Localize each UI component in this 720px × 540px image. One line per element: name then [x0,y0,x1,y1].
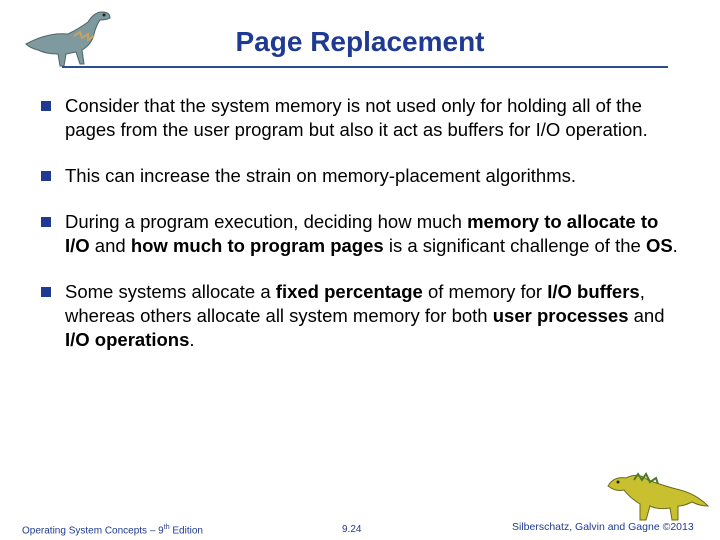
bullet-bold-text: memory to allocate to I/O [65,211,659,256]
bullet-text: , whereas others allocate all system memory for both [65,281,645,326]
bullet-bold-text: how much to program pages [130,235,384,256]
dinosaur-icon [604,466,714,522]
bullet-text: and [89,235,131,256]
bullet-list [40,94,680,374]
bullet-text: During a program execution, deciding how much [65,211,468,232]
bullet-bold-text: fixed percentage [275,281,423,302]
bullet-bold-text: user processes [492,305,629,326]
footer-book-title [22,524,203,536]
bullet-text: . [672,235,678,256]
bullet-bold-text: I/O buffers [547,281,640,302]
bullet-item [40,280,680,352]
bullet-text: Some systems allocate a [65,281,276,302]
bullet-text: and [628,305,665,326]
bullet-text: This can increase the strain on memory-placement algorithms. [65,165,577,186]
bullet-item [40,164,680,188]
bullet-text: is a significant challenge of the [383,235,646,256]
bullet-bold-text: I/O operations [65,329,190,350]
footer-copyright: Silberschatz, Galvin and Gagne ©2013 [512,521,694,533]
slide-number: 9.24 [342,524,362,535]
bullet-item [40,94,680,142]
footer [0,519,720,540]
bullet-square-icon [41,101,51,111]
title-divider [62,66,668,68]
footer-book-suffix: Edition [169,525,203,537]
footer-edition-sup: th [163,524,170,531]
bullet-square-icon [41,217,51,227]
bullet-item [40,210,680,258]
bullet-square-icon [41,287,51,297]
slide-title: Page Replacement [235,26,485,57]
bullet-square-icon [41,171,51,181]
bullet-text: Consider that the system memory is not used only for holding all of the pages from the user program but also it act as buffers for I/O operation. [65,95,648,140]
bullet-bold-text: OS [645,235,673,256]
footer-book-prefix: Operating System Concepts – 9 [22,525,164,537]
bullet-text: of memory for [422,281,548,302]
bullet-text: . [189,329,195,350]
